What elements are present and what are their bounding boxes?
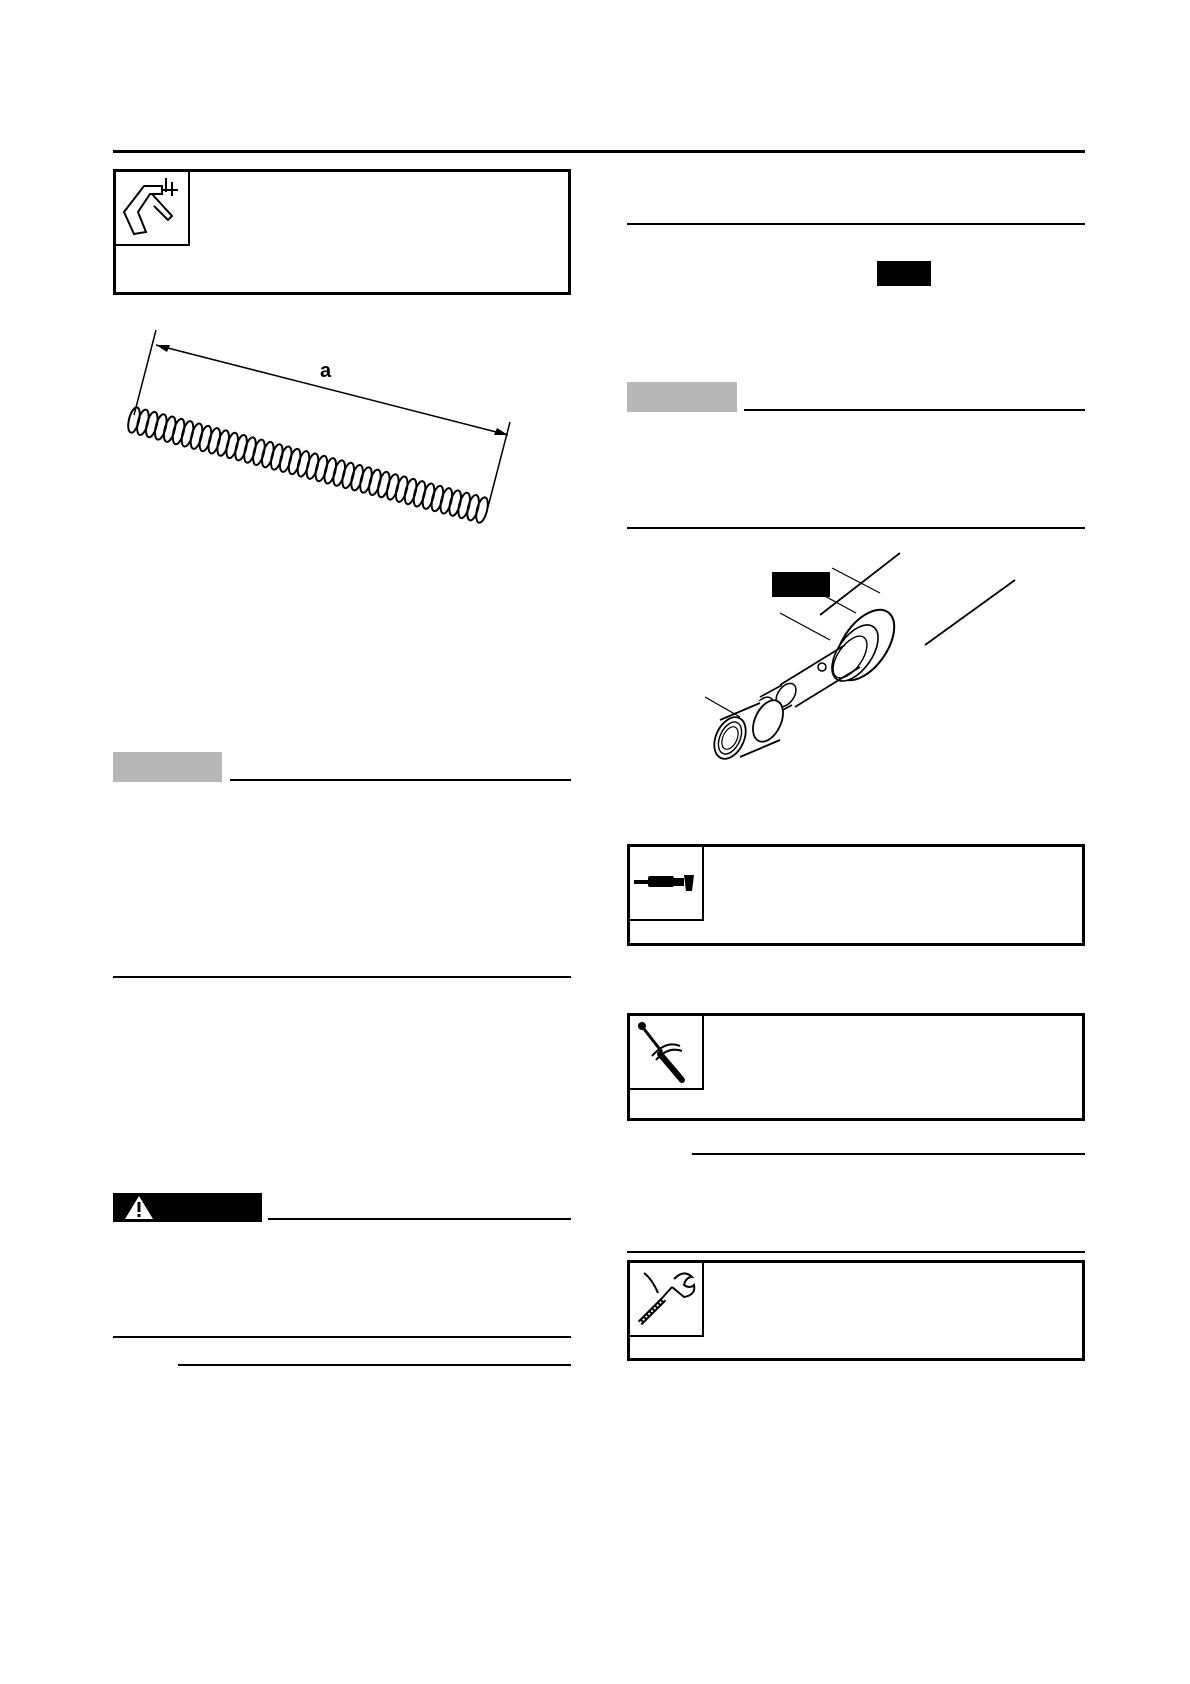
note-rule-right: [744, 409, 1085, 411]
spring-coil: [412, 480, 428, 508]
spring-free-length-figure: [120, 325, 520, 545]
grease-gun-icon: [630, 847, 704, 921]
spring-coil: [340, 462, 356, 490]
torque-wrench-icon: [630, 1016, 704, 1090]
spring-coil: [206, 427, 222, 455]
spring-coil: [296, 450, 312, 478]
spring-coil: [287, 448, 303, 476]
spring-coil: [447, 489, 463, 517]
spring-coil: [421, 482, 437, 510]
section-rule-left-1: [113, 976, 571, 978]
spring-coil: [394, 475, 410, 503]
spring-coil: [376, 471, 392, 499]
torque-spec-box: [627, 1013, 1085, 1121]
spring-coil: [260, 441, 276, 469]
note-label-left: [113, 752, 222, 782]
spring-coil: [171, 418, 187, 446]
spring-coil: [313, 455, 329, 483]
measurement-spec-box: [113, 169, 571, 295]
spring-coil: [278, 445, 294, 473]
special-tool-spec-box: [627, 1260, 1085, 1361]
section-rule-left-3: [178, 1364, 571, 1366]
spring-coil: [349, 464, 365, 492]
damper-rod-seal-figure: [700, 545, 1030, 790]
dimension-label-a: a: [320, 360, 332, 382]
spring-coil: [269, 443, 285, 471]
spring-coil: [305, 452, 321, 480]
section-rule-right-3: [692, 1153, 1085, 1155]
section-rule-right-4: [627, 1251, 1085, 1253]
spring-coil: [429, 485, 445, 513]
spring-coil: [385, 473, 401, 501]
spring-coil: [438, 487, 454, 515]
caliper-icon: [116, 172, 190, 246]
spring-coil: [233, 434, 249, 462]
warning-label: [113, 1193, 262, 1222]
new-part-tag-1: [877, 261, 931, 286]
spring-coil: [189, 422, 205, 450]
spring-coil: [322, 457, 338, 485]
note-rule-left: [230, 779, 571, 781]
spring-coil: [358, 466, 374, 494]
spring-coil: [474, 496, 490, 524]
section-rule-right-2: [627, 527, 1085, 529]
spring-coil: [162, 415, 178, 443]
spring-coil: [456, 492, 472, 520]
spring-coil: [251, 438, 267, 466]
section-rule-left-2: [113, 1336, 571, 1338]
spring-coil: [197, 425, 213, 453]
spring-coil: [153, 413, 169, 441]
spring-coil: [465, 494, 481, 522]
warning-triangle-icon: [121, 1193, 161, 1222]
warning-rule: [268, 1218, 571, 1220]
spring-coil: [180, 420, 196, 448]
lubricant-spec-box: [627, 844, 1085, 946]
spring-coil: [403, 478, 419, 506]
spring-coil: [367, 468, 383, 496]
spring-coil: [215, 429, 231, 457]
header-rule: [113, 150, 1085, 153]
new-part-tag-2: [772, 572, 830, 597]
spring-coil: [126, 406, 142, 434]
spring-coil: [224, 432, 240, 460]
spring-coil: [242, 436, 258, 464]
spring-coil: [331, 459, 347, 487]
special-tool-wrench-icon: [630, 1263, 704, 1337]
section-rule-right-1: [627, 223, 1085, 225]
spring-coil: [135, 408, 151, 436]
spring-coil: [144, 411, 160, 439]
note-label-right: [627, 382, 737, 412]
